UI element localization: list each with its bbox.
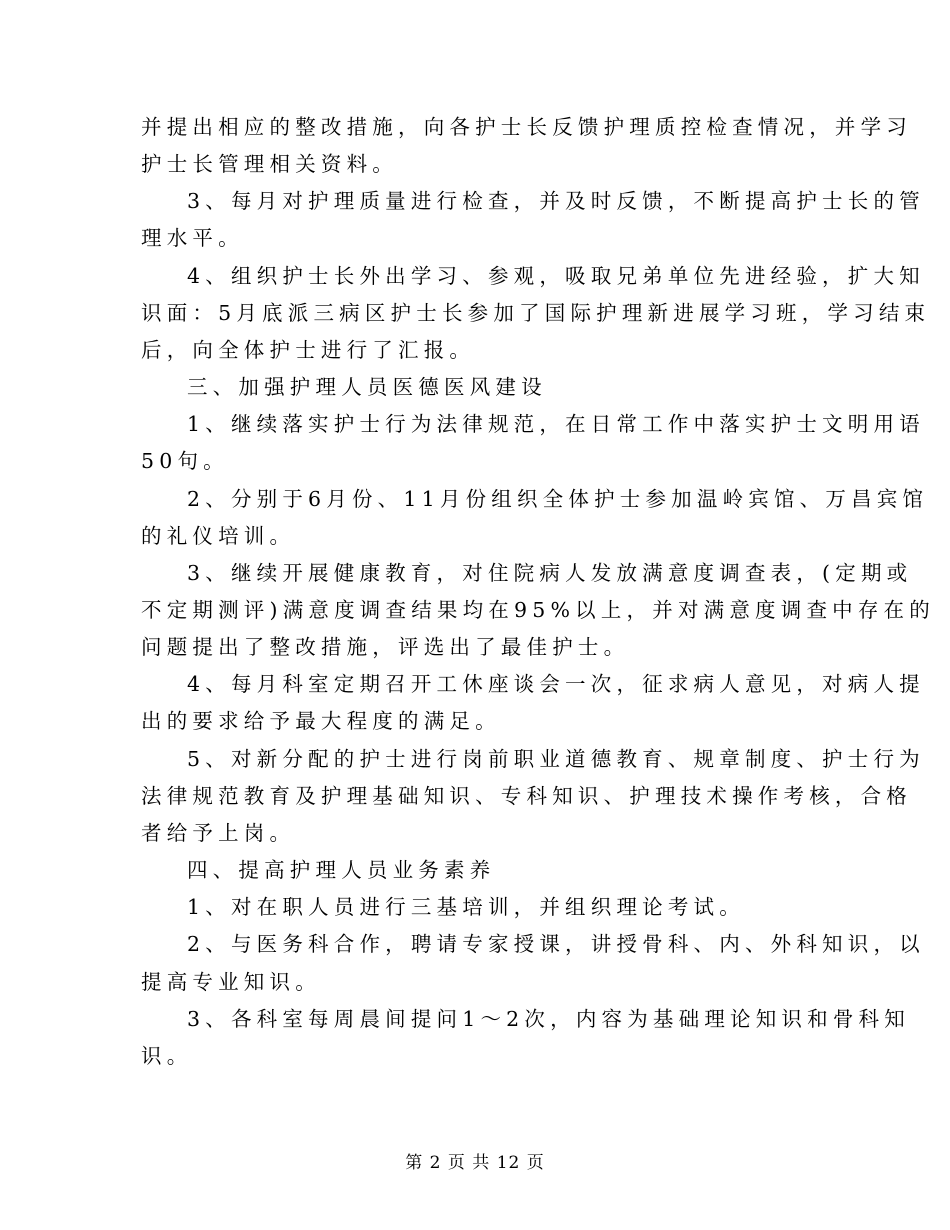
body-text-line: 2、与医务科合作，聘请专家授课，讲授骨科、内、外科知识，以 <box>187 932 925 956</box>
body-text-line: 50句。 <box>141 449 229 473</box>
body-text-line: 护士长管理相关资料。 <box>141 152 398 176</box>
body-text-line: 1、继续落实护士行为法律规范，在日常工作中落实护士文明用语 <box>187 412 925 436</box>
body-text-line: 出的要求给予最大程度的满足。 <box>141 709 501 733</box>
body-text-line: 3、每月对护理质量进行检查，并及时反馈，不断提高护士长的管 <box>187 189 925 213</box>
body-text-line: 问题提出了整改措施，评选出了最佳护士。 <box>141 635 630 659</box>
section-heading: 三、加强护理人员医德医风建设 <box>187 375 547 399</box>
section-heading: 四、提高护理人员业务素养 <box>187 858 496 882</box>
body-text-line: 后，向全体护士进行了汇报。 <box>141 338 476 362</box>
body-text-line: 并提出相应的整改措施，向各护士长反馈护理质控检查情况，并学习 <box>141 115 912 139</box>
body-text-line: 提高专业知识。 <box>141 970 321 994</box>
page-number-footer: 第 2 页 共 12 页 <box>405 1153 545 1173</box>
body-text-line: 3、继续开展健康教育，对住院病人发放满意度调查表，(定期或 <box>187 561 913 585</box>
body-text-line: 1、对在职人员进行三基培训，并组织理论考试。 <box>187 895 745 919</box>
body-text-line: 的礼仪培训。 <box>141 524 296 548</box>
body-text-line: 理水平。 <box>141 226 244 250</box>
body-text-line: 5、对新分配的护士进行岗前职业道德教育、规章制度、护士行为 <box>187 747 925 771</box>
body-text-line: 识。 <box>141 1044 193 1068</box>
body-text-line: 4、每月科室定期召开工休座谈会一次，征求病人意见，对病人提 <box>187 672 925 696</box>
body-text-line: 识面：5月底派三病区护士长参加了国际护理新进展学习班，学习结束 <box>141 301 931 325</box>
body-text-line: 不定期测评)满意度调查结果均在95%以上，并对满意度调查中存在的 <box>141 598 935 622</box>
body-text-line: 2、分别于6月份、11月份组织全体护士参加温岭宾馆、万昌宾馆 <box>187 487 929 511</box>
body-text-line: 法律规范教育及护理基础知识、专科知识、护理技术操作考核，合格 <box>141 784 912 808</box>
body-text-line: 3、各科室每周晨间提问1～2次，内容为基础理论知识和骨科知 <box>187 1007 910 1031</box>
body-text-line: 4、组织护士长外出学习、参观，吸取兄弟单位先进经验，扩大知 <box>187 264 925 288</box>
body-text-line: 者给予上岗。 <box>141 821 296 845</box>
